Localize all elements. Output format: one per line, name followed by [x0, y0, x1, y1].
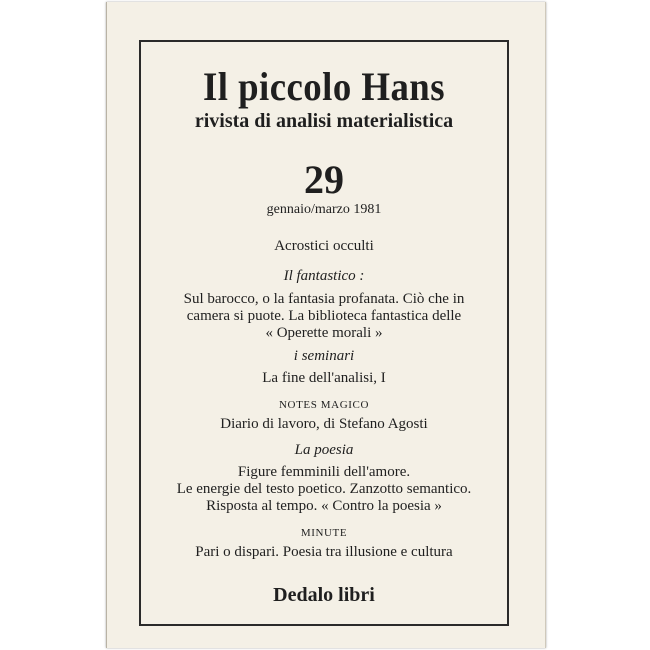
section-heading-poesia: La poesia [294, 442, 354, 458]
section-fantastico-line-3: « Operette morali » [265, 325, 383, 341]
section-poesia-line-1: Figure femminili dell'amore. [237, 464, 411, 480]
section-fantastico-line-1: Sul barocco, o la fantasia profanata. Ciò che in [183, 291, 465, 307]
contents-item-acrostici: Acrostici occulti [274, 238, 374, 254]
section-notes-magico-line-1: Diario di lavoro, di Stefano Agosti [220, 416, 428, 432]
journal-title: Il piccolo Hans [202, 64, 446, 109]
issue-date: gennaio/marzo 1981 [266, 202, 382, 217]
cover-border-frame [139, 40, 509, 626]
section-poesia-line-2: Le energie del testo poetico. Zanzotto semantico. [176, 481, 472, 497]
book-cover [106, 2, 546, 648]
section-poesia-line-3: Risposta al tempo. « Contro la poesia » [206, 498, 442, 514]
section-fantastico-line-2: camera si puote. La biblioteca fantastica delle [186, 308, 462, 324]
section-heading-seminari: i seminari [293, 348, 355, 364]
section-seminari-line-1: La fine dell'analisi, I [262, 370, 386, 386]
section-heading-minute: MINUTE [300, 527, 348, 539]
journal-subtitle: rivista di analisi materialistica [194, 110, 454, 132]
section-minute-line-1: Pari o dispari. Poesia tra illusione e cultura [195, 544, 453, 560]
section-heading-fantastico: Il fantastico : [283, 268, 365, 284]
publisher-name: Dedalo libri [273, 584, 375, 606]
section-heading-notes-magico: NOTES MAGICO [278, 399, 369, 411]
issue-number: 29 [304, 157, 344, 202]
